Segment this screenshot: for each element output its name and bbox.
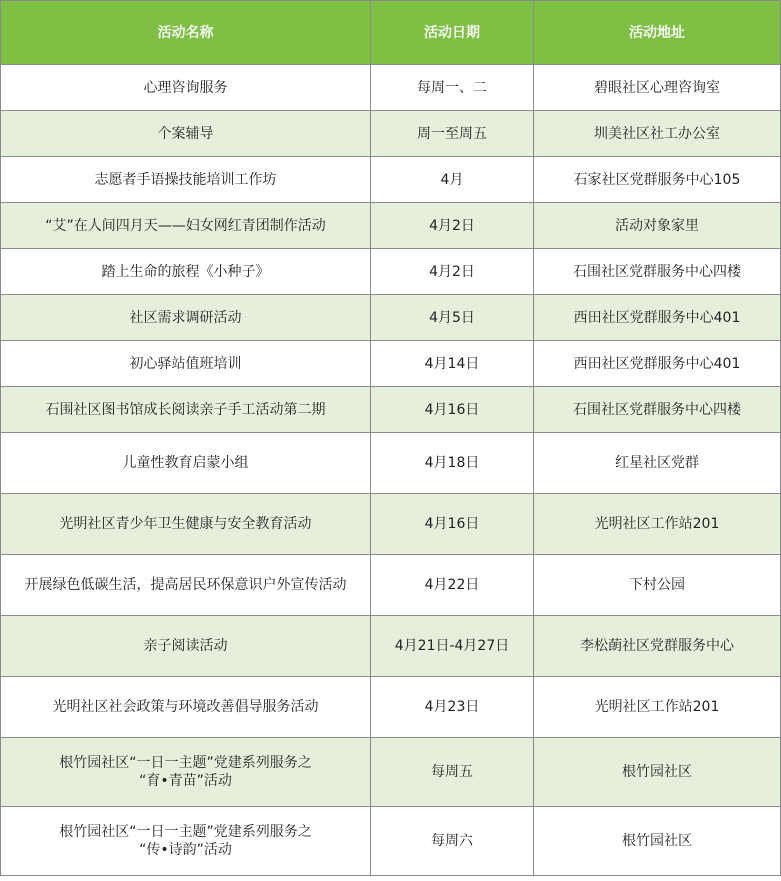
activity-name-line: “育•青苗”活动 <box>139 773 232 789</box>
table-row <box>1 677 781 738</box>
activity-address: 红星社区党群 <box>534 433 781 494</box>
activity-address: 光明社区工作站201 <box>534 677 781 738</box>
table-row <box>1 295 781 341</box>
table-row <box>1 616 781 677</box>
activity-name: 个案辅导 <box>1 111 371 157</box>
table-row <box>1 249 781 295</box>
activity-address: 石家社区党群服务中心105 <box>534 157 781 203</box>
header-name: 活动名称 <box>1 1 371 65</box>
table-row <box>1 341 781 387</box>
activity-name: 儿童性教育启蒙小组 <box>1 433 371 494</box>
activity-date: 每周六 <box>371 807 534 876</box>
table-row <box>1 65 781 111</box>
activity-name-line: 根竹园社区“一日一主题”党建系列服务之 <box>59 824 312 840</box>
activity-date: 4月16日 <box>371 494 534 555</box>
activity-date: 4月2日 <box>371 203 534 249</box>
activity-address: 根竹园社区 <box>534 807 781 876</box>
table-row <box>1 738 781 807</box>
activity-name: 亲子阅读活动 <box>1 616 371 677</box>
activity-name: 心理咨询服务 <box>1 65 371 111</box>
table-row <box>1 111 781 157</box>
activity-name: 踏上生命的旅程《小种子》 <box>1 249 371 295</box>
activity-date: 4月23日 <box>371 677 534 738</box>
activity-address: 石围社区党群服务中心四楼 <box>534 249 781 295</box>
table-row <box>1 555 781 616</box>
header-row <box>1 1 781 65</box>
activity-name-line: “传•诗韵”活动 <box>139 842 232 858</box>
activity-name: 志愿者手语操技能培训工作坊 <box>1 157 371 203</box>
activity-address: 西田社区党群服务中心401 <box>534 295 781 341</box>
activity-name: 开展绿色低碳生活，提高居民环保意识户外宣传活动 <box>1 555 371 616</box>
activity-address: 碧眼社区心理咨询室 <box>534 65 781 111</box>
activity-name: 光明社区社会政策与环境改善倡导服务活动 <box>1 677 371 738</box>
activity-date: 每周一、二 <box>371 65 534 111</box>
activity-name: 初心驿站值班培训 <box>1 341 371 387</box>
activity-date: 4月14日 <box>371 341 534 387</box>
activity-name: 社区需求调研活动 <box>1 295 371 341</box>
activity-date: 4月 <box>371 157 534 203</box>
activity-address: 光明社区工作站201 <box>534 494 781 555</box>
table-row <box>1 807 781 876</box>
header-date: 活动日期 <box>371 1 534 65</box>
activity-name <box>1 807 371 876</box>
activity-address: 石围社区党群服务中心四楼 <box>534 387 781 433</box>
activity-address: 李松蓢社区党群服务中心 <box>534 616 781 677</box>
activity-address: 根竹园社区 <box>534 738 781 807</box>
activity-date: 4月18日 <box>371 433 534 494</box>
activity-name: “艾”在人间四月天——妇女网红青团制作活动 <box>1 203 371 249</box>
activity-date: 4月5日 <box>371 295 534 341</box>
activity-name: 石围社区图书馆成长阅读亲子手工活动第二期 <box>1 387 371 433</box>
activity-address: 圳美社区社工办公室 <box>534 111 781 157</box>
table-row <box>1 433 781 494</box>
activity-name: 光明社区青少年卫生健康与安全教育活动 <box>1 494 371 555</box>
activity-date: 周一至周五 <box>371 111 534 157</box>
table-row <box>1 203 781 249</box>
activity-address: 西田社区党群服务中心401 <box>534 341 781 387</box>
activity-address: 活动对象家里 <box>534 203 781 249</box>
activity-name <box>1 738 371 807</box>
activity-address: 下村公园 <box>534 555 781 616</box>
activity-date: 4月22日 <box>371 555 534 616</box>
table-row <box>1 157 781 203</box>
activity-date: 每周五 <box>371 738 534 807</box>
table-row <box>1 494 781 555</box>
activity-date: 4月2日 <box>371 249 534 295</box>
activity-date: 4月21日-4月27日 <box>371 616 534 677</box>
activity-name-line: 根竹园社区“一日一主题”党建系列服务之 <box>59 755 312 771</box>
table-row <box>1 387 781 433</box>
activity-date: 4月16日 <box>371 387 534 433</box>
header-address: 活动地址 <box>534 1 781 65</box>
